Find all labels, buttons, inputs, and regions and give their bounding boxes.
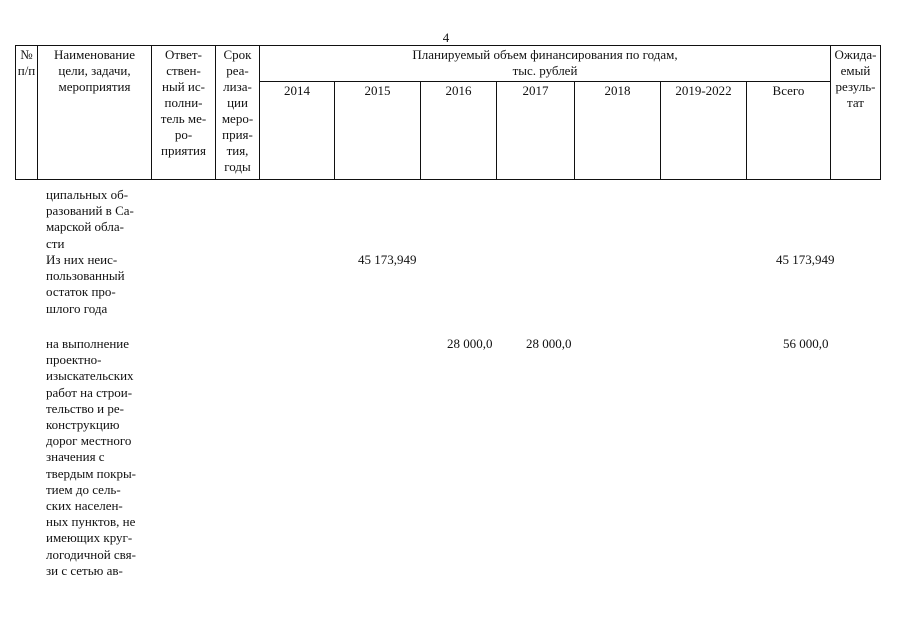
cell-value-total: 56 000,0 [783,336,829,351]
cell-value-2015: 45 173,949 [358,252,417,267]
row-name: на выполнение проектно- изыскательских работ на строи- тельство и ре- конструкцию дорог местного значения с твердым покры- тием до сель- ских населен- ных пунктов, не имеющих круг- логодичной свя- зи с сетью ав- [46,336,137,578]
header-year-2015: 2015 [335,82,421,180]
header-year-2014: 2014 [260,82,335,180]
header-name-column: Наименование цели, задачи, мероприятия [38,46,152,180]
header-year-2016: 2016 [421,82,497,180]
cell-value-2016: 28 000,0 [447,336,493,351]
header-funding-column: Планируемый объем финансирования по годам, тыс. рублей [260,46,831,82]
header-total: Всего [747,82,831,180]
header-year-2019-2022: 2019-2022 [661,82,747,180]
header-result-column: Ожида- емый резуль- тат [831,46,881,180]
page-number: 4 [442,30,450,45]
row-name: Из них неис- пользованный остаток про- шлого года [46,252,125,316]
header-year-2017: 2017 [497,82,575,180]
header-term-column: Срок реа- лиза- ции меро- прия- тия, годы [216,46,260,180]
cell-value-2017: 28 000,0 [526,336,572,351]
header-table [15,45,881,180]
cell-value-total: 45 173,949 [776,252,835,267]
header-number-column: № п/п [16,46,38,180]
row-name: ципальных об- разований в Са- марской обла- сти [46,187,134,251]
header-year-2018: 2018 [575,82,661,180]
header-responsible-column: Ответ- ствен- ный ис- полни- тель ме- ро- приятия [152,46,216,180]
